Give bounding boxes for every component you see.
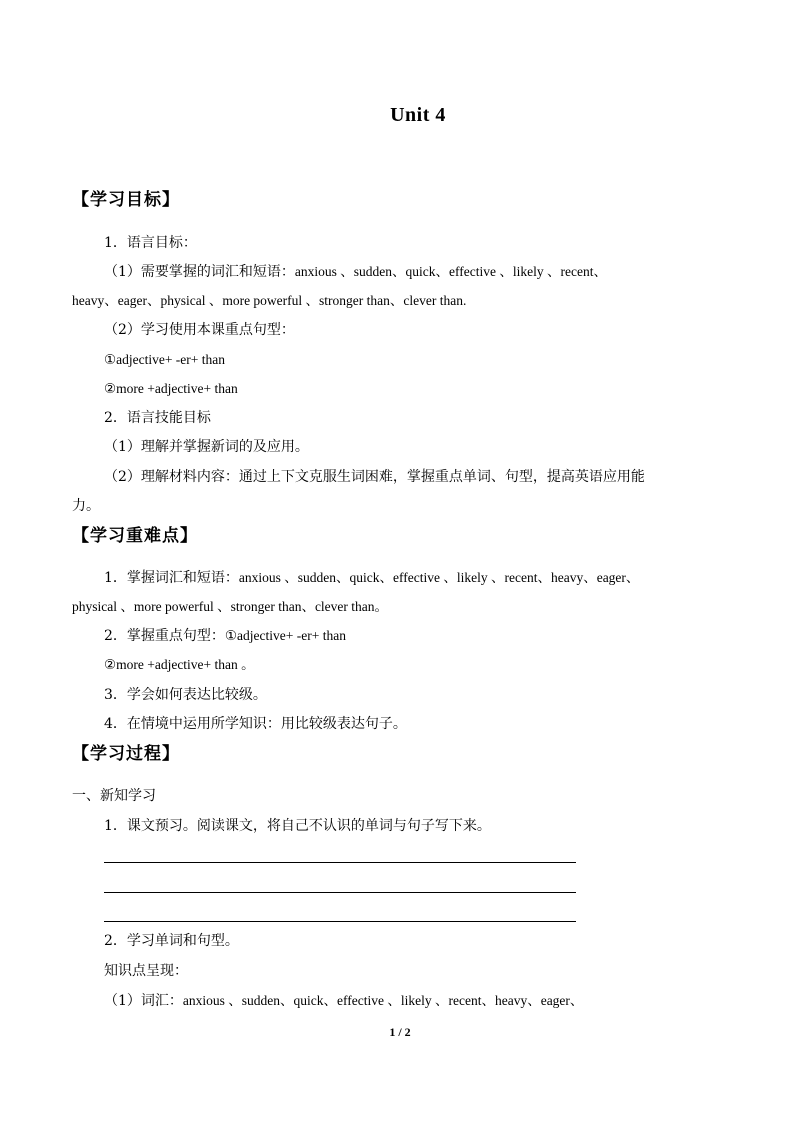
section-heading-difficulties: 【学习重难点】	[72, 526, 198, 546]
difficulties-line-4: ②more +adjective+ than 。	[104, 657, 255, 672]
objectives-line-6: ②more +adjective+ than	[104, 381, 238, 396]
objectives-line-7: 2．语言技能目标	[104, 410, 211, 426]
objectives-line-3: heavy、eager、physical 、more powerful 、stronger than、clever than.	[72, 293, 467, 308]
objectives-line-8: （1）理解并掌握新词的及应用。	[104, 439, 309, 455]
difficulties-line-5: 3．学会如何表达比较级。	[104, 687, 267, 703]
process-line-3: 2．学习单词和句型。	[104, 933, 239, 949]
process-line-5-label: （1）词汇：	[104, 993, 183, 1009]
objectives-line-10: 力。	[72, 498, 100, 514]
difficulties-line-1	[104, 568, 639, 588]
document-title: Unit 4	[390, 104, 446, 126]
answer-line-1	[104, 862, 576, 863]
answer-line-2	[104, 892, 576, 893]
page-number: 1 / 2	[389, 1025, 411, 1039]
objectives-line-2-label: （1）需要掌握的词汇和短语：	[104, 264, 295, 280]
process-line-5-words: anxious 、sudden、quick、effective 、likely 、recent、heavy、eager、	[182, 993, 584, 1008]
difficulties-line-1-label: 1．掌握词汇和短语：	[104, 570, 239, 586]
objectives-line-2-words: anxious 、sudden、quick、effective 、likely 、recent、	[294, 264, 607, 279]
process-line-4: 知识点呈现：	[104, 963, 188, 979]
difficulties-line-3-pattern: ①adjective+ -er+ than	[224, 628, 346, 643]
difficulties-line-1-words: anxious 、sudden、quick、effective 、likely 、recent、heavy、eager、	[238, 570, 640, 585]
difficulties-line-3-label: 2．掌握重点句型：	[104, 628, 225, 644]
objectives-line-5: ①adjective+ -er+ than	[104, 352, 226, 367]
process-line-1: 一、新知学习	[72, 788, 156, 804]
process-line-2: 1．课文预习。阅读课文，将自己不认识的单词与句子写下来。	[104, 818, 491, 834]
process-line-5	[104, 991, 583, 1011]
objectives-line-4: （2）学习使用本课重点句型：	[104, 322, 295, 338]
objectives-line-2	[104, 262, 607, 282]
section-heading-process: 【学习过程】	[72, 744, 180, 764]
answer-line-3	[104, 921, 576, 922]
difficulties-line-3	[104, 626, 346, 646]
objectives-line-1: 1．语言目标：	[104, 235, 197, 251]
section-heading-objectives: 【学习目标】	[72, 190, 180, 210]
objectives-line-9: （2）理解材料内容：通过上下文克服生词困难，掌握重点单词、句型，提高英语应用能	[104, 469, 645, 485]
difficulties-line-6: 4．在情境中运用所学知识：用比较级表达句子。	[104, 716, 407, 732]
difficulties-line-2: physical 、more powerful 、stronger than、clever than。	[72, 599, 389, 614]
